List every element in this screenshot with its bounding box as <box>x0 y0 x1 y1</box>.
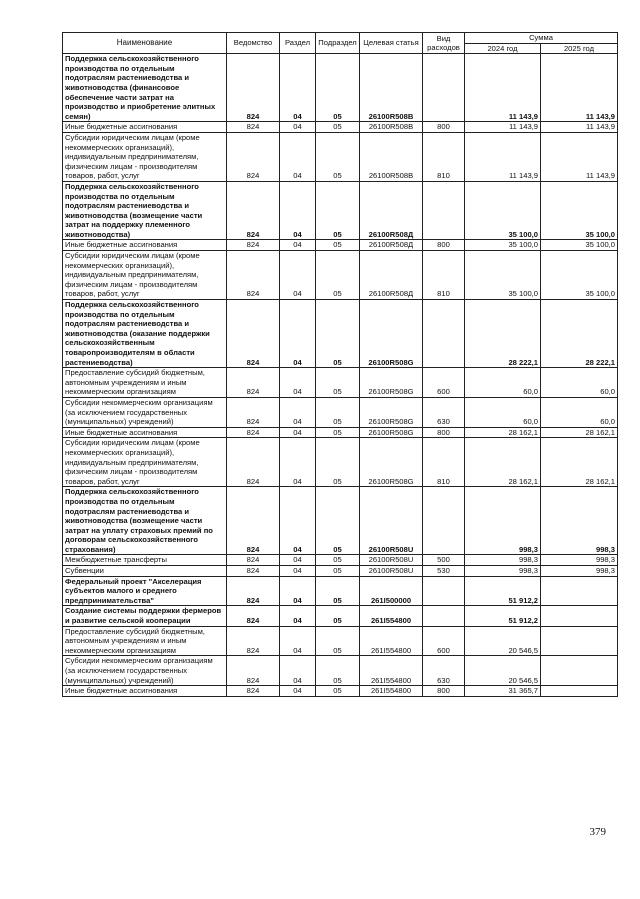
cell-name: Поддержка сельскохозяйственного производства по отдельным подотраслям растениеводства и животноводства (оказание поддержки сельскохозяйственным товаропроизводителям в области растениеводства) <box>63 300 227 368</box>
cell-section: 04 <box>280 606 316 626</box>
cell-name: Субсидии юридическим лицам (кроме некоммерческих организаций), индивидуальным предпринимателям, физическим лицам - производителям товаров, работ, услуг <box>63 251 227 300</box>
cell-sum-2025: 60,0 <box>541 397 618 427</box>
cell-sum-2024: 31 365,7 <box>465 686 541 697</box>
cell-section: 04 <box>280 132 316 181</box>
cell-department: 824 <box>227 427 280 438</box>
cell-section: 04 <box>280 427 316 438</box>
cell-section: 04 <box>280 240 316 251</box>
cell-target: 26100R508Д <box>360 240 423 251</box>
cell-sum-2025: 35 100,0 <box>541 251 618 300</box>
cell-subsection: 05 <box>316 397 360 427</box>
cell-target: 26100R508U <box>360 555 423 566</box>
cell-section: 04 <box>280 251 316 300</box>
table-row <box>63 686 618 697</box>
cell-section: 04 <box>280 122 316 133</box>
table-row <box>63 487 618 555</box>
cell-department: 824 <box>227 300 280 368</box>
cell-subsection: 05 <box>316 181 360 240</box>
cell-sum-2024: 20 546,5 <box>465 626 541 656</box>
cell-department: 824 <box>227 181 280 240</box>
cell-section: 04 <box>280 626 316 656</box>
cell-sum-2025: 998,3 <box>541 487 618 555</box>
cell-expense-type: 810 <box>423 251 465 300</box>
table-row <box>63 181 618 240</box>
cell-sum-2025: 60,0 <box>541 368 618 398</box>
cell-name: Поддержка сельскохозяйственного производства по отдельным подотраслям растениеводства и животноводства (возмещение части затрат на уплату страховых премий по договорам сельскохозяйственного страхования) <box>63 487 227 555</box>
cell-department: 824 <box>227 251 280 300</box>
cell-sum-2025 <box>541 686 618 697</box>
cell-section: 04 <box>280 566 316 577</box>
cell-name: Субсидии юридическим лицам (кроме некоммерческих организаций), индивидуальным предпринимателям, физическим лицам - производителям товаров, работ, услуг <box>63 132 227 181</box>
cell-department: 824 <box>227 54 280 122</box>
cell-subsection: 05 <box>316 132 360 181</box>
cell-section: 04 <box>280 656 316 686</box>
cell-target: 261I554800 <box>360 626 423 656</box>
cell-target: 261I500000 <box>360 576 423 606</box>
cell-department: 824 <box>227 132 280 181</box>
cell-name: Создание системы поддержки фермеров и развитие сельской кооперации <box>63 606 227 626</box>
cell-subsection: 05 <box>316 487 360 555</box>
cell-sum-2024: 28 162,1 <box>465 438 541 487</box>
cell-sum-2024: 20 546,5 <box>465 656 541 686</box>
cell-section: 04 <box>280 181 316 240</box>
cell-sum-2025 <box>541 656 618 686</box>
cell-sum-2025: 28 162,1 <box>541 438 618 487</box>
cell-subsection: 05 <box>316 300 360 368</box>
cell-target: 261I554800 <box>360 656 423 686</box>
cell-expense-type <box>423 181 465 240</box>
cell-subsection: 05 <box>316 566 360 577</box>
cell-sum-2024: 11 143,9 <box>465 132 541 181</box>
cell-subsection: 05 <box>316 555 360 566</box>
cell-target: 26100R508U <box>360 566 423 577</box>
cell-sum-2024: 28 222,1 <box>465 300 541 368</box>
cell-name: Межбюджетные трансферты <box>63 555 227 566</box>
cell-target: 26100R508U <box>360 487 423 555</box>
cell-department: 824 <box>227 606 280 626</box>
table-row <box>63 251 618 300</box>
cell-sum-2025 <box>541 576 618 606</box>
cell-expense-type: 800 <box>423 240 465 251</box>
cell-sum-2024: 998,3 <box>465 487 541 555</box>
cell-sum-2025: 11 143,9 <box>541 122 618 133</box>
cell-subsection: 05 <box>316 576 360 606</box>
cell-expense-type <box>423 54 465 122</box>
cell-sum-2024: 35 100,0 <box>465 240 541 251</box>
cell-sum-2025 <box>541 626 618 656</box>
cell-target: 26100R508G <box>360 397 423 427</box>
table-header <box>63 33 618 54</box>
table-row <box>63 555 618 566</box>
cell-expense-type <box>423 576 465 606</box>
cell-expense-type: 530 <box>423 566 465 577</box>
cell-sum-2025: 11 143,9 <box>541 132 618 181</box>
cell-target: 26100R508G <box>360 427 423 438</box>
cell-sum-2024: 51 912,2 <box>465 576 541 606</box>
cell-expense-type: 800 <box>423 427 465 438</box>
cell-name: Поддержка сельскохозяйственного производства по отдельным подотраслям растениеводства и животноводства (возмещение части затрат на поддержку племенного животноводства) <box>63 181 227 240</box>
cell-subsection: 05 <box>316 368 360 398</box>
cell-expense-type <box>423 487 465 555</box>
cell-subsection: 05 <box>316 122 360 133</box>
cell-subsection: 05 <box>316 438 360 487</box>
cell-department: 824 <box>227 686 280 697</box>
cell-expense-type: 500 <box>423 555 465 566</box>
table-row <box>63 132 618 181</box>
cell-expense-type: 630 <box>423 656 465 686</box>
cell-subsection: 05 <box>316 54 360 122</box>
table-body <box>63 54 618 697</box>
table-row <box>63 606 618 626</box>
table-row <box>63 656 618 686</box>
cell-name: Иные бюджетные ассигнования <box>63 686 227 697</box>
cell-sum-2025: 35 100,0 <box>541 181 618 240</box>
cell-department: 824 <box>227 487 280 555</box>
cell-expense-type <box>423 606 465 626</box>
cell-sum-2025: 11 143,9 <box>541 54 618 122</box>
cell-expense-type: 800 <box>423 122 465 133</box>
header-department: Ведомство <box>227 33 280 54</box>
budget-table <box>62 32 618 697</box>
cell-name: Субсидии некоммерческим организациям (за исключением государственных (муниципальных) учреждений) <box>63 656 227 686</box>
header-subsection: Подраздел <box>316 33 360 54</box>
cell-expense-type: 810 <box>423 438 465 487</box>
cell-subsection: 05 <box>316 626 360 656</box>
cell-name: Субсидии некоммерческим организациям (за исключением государственных (муниципальных) учреждений) <box>63 397 227 427</box>
cell-section: 04 <box>280 576 316 606</box>
cell-name: Иные бюджетные ассигнования <box>63 122 227 133</box>
cell-name: Федеральный проект "Акселерация субъектов малого и среднего предпринимательства" <box>63 576 227 606</box>
table-row <box>63 122 618 133</box>
cell-sum-2025 <box>541 606 618 626</box>
cell-name: Иные бюджетные ассигнования <box>63 240 227 251</box>
cell-sum-2025: 998,3 <box>541 555 618 566</box>
cell-name: Субсидии юридическим лицам (кроме некоммерческих организаций), индивидуальным предпринимателям, физическим лицам - производителям товаров, работ, услуг <box>63 438 227 487</box>
cell-subsection: 05 <box>316 240 360 251</box>
cell-sum-2024: 35 100,0 <box>465 251 541 300</box>
table-row <box>63 626 618 656</box>
cell-sum-2024: 11 143,9 <box>465 122 541 133</box>
cell-section: 04 <box>280 54 316 122</box>
cell-department: 824 <box>227 397 280 427</box>
table-row <box>63 438 618 487</box>
cell-target: 26100R508Д <box>360 251 423 300</box>
page-number: 379 <box>589 826 606 838</box>
cell-section: 04 <box>280 397 316 427</box>
cell-sum-2024: 60,0 <box>465 368 541 398</box>
cell-sum-2024: 35 100,0 <box>465 181 541 240</box>
cell-target: 26100R508G <box>360 438 423 487</box>
header-year-2025: 2025 год <box>541 43 618 54</box>
cell-section: 04 <box>280 555 316 566</box>
cell-name: Предоставление субсидий бюджетным, автономным учреждениям и иным некоммерческим организациям <box>63 368 227 398</box>
cell-department: 824 <box>227 576 280 606</box>
cell-target: 26100R508G <box>360 300 423 368</box>
cell-name: Предоставление субсидий бюджетным, автономным учреждениям и иным некоммерческим организациям <box>63 626 227 656</box>
cell-expense-type: 600 <box>423 626 465 656</box>
cell-target: 261I554800 <box>360 606 423 626</box>
cell-target: 26100R508B <box>360 132 423 181</box>
cell-expense-type: 800 <box>423 686 465 697</box>
cell-sum-2024: 998,3 <box>465 555 541 566</box>
cell-target: 26100R508Д <box>360 181 423 240</box>
cell-section: 04 <box>280 487 316 555</box>
cell-expense-type <box>423 300 465 368</box>
cell-department: 824 <box>227 122 280 133</box>
cell-sum-2024: 51 912,2 <box>465 606 541 626</box>
cell-department: 824 <box>227 555 280 566</box>
cell-name: Иные бюджетные ассигнования <box>63 427 227 438</box>
header-target: Целевая статья <box>360 33 423 54</box>
table-row <box>63 54 618 122</box>
cell-target: 261I554800 <box>360 686 423 697</box>
table-row <box>63 240 618 251</box>
header-sum: Сумма <box>465 33 618 44</box>
cell-sum-2025: 998,3 <box>541 566 618 577</box>
cell-name: Поддержка сельскохозяйственного производства по отдельным подотраслям растениеводства и животноводства (финансовое обеспечение части затрат на производство и приобретение элитных семян) <box>63 54 227 122</box>
cell-subsection: 05 <box>316 251 360 300</box>
header-expense-type: Вид расходов <box>423 33 465 54</box>
cell-target: 26100R508B <box>360 122 423 133</box>
cell-target: 26100R508G <box>360 368 423 398</box>
cell-department: 824 <box>227 368 280 398</box>
cell-section: 04 <box>280 300 316 368</box>
table-row <box>63 566 618 577</box>
cell-sum-2025: 28 162,1 <box>541 427 618 438</box>
cell-sum-2025: 28 222,1 <box>541 300 618 368</box>
table-row <box>63 427 618 438</box>
cell-subsection: 05 <box>316 427 360 438</box>
cell-target: 26100R508B <box>360 54 423 122</box>
header-year-2024: 2024 год <box>465 43 541 54</box>
cell-subsection: 05 <box>316 606 360 626</box>
cell-subsection: 05 <box>316 686 360 697</box>
table-row <box>63 300 618 368</box>
cell-sum-2024: 28 162,1 <box>465 427 541 438</box>
cell-name: Субвенции <box>63 566 227 577</box>
cell-department: 824 <box>227 626 280 656</box>
cell-section: 04 <box>280 438 316 487</box>
cell-expense-type: 630 <box>423 397 465 427</box>
cell-department: 824 <box>227 566 280 577</box>
cell-department: 824 <box>227 438 280 487</box>
table-row <box>63 397 618 427</box>
cell-section: 04 <box>280 368 316 398</box>
cell-department: 824 <box>227 656 280 686</box>
cell-section: 04 <box>280 686 316 697</box>
table-row <box>63 576 618 606</box>
cell-sum-2024: 11 143,9 <box>465 54 541 122</box>
header-name: Наименование <box>63 33 227 54</box>
cell-sum-2024: 998,3 <box>465 566 541 577</box>
cell-department: 824 <box>227 240 280 251</box>
header-section: Раздел <box>280 33 316 54</box>
table-row <box>63 368 618 398</box>
cell-subsection: 05 <box>316 656 360 686</box>
cell-sum-2025: 35 100,0 <box>541 240 618 251</box>
cell-expense-type: 600 <box>423 368 465 398</box>
cell-sum-2024: 60,0 <box>465 397 541 427</box>
cell-expense-type: 810 <box>423 132 465 181</box>
